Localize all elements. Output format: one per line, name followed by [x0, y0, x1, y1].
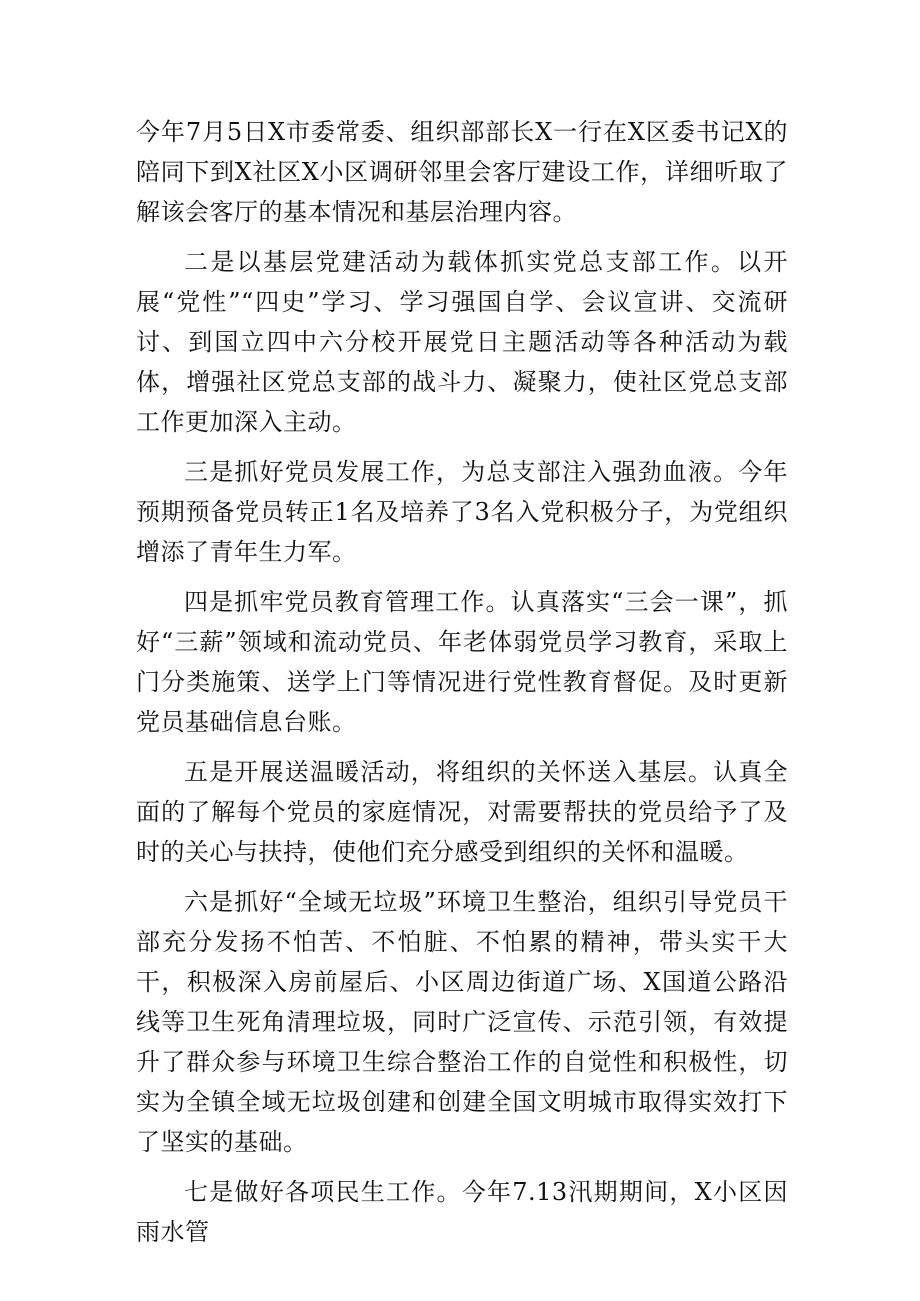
document-body	[136, 112, 788, 1262]
paragraph-point-5: 五是开展送温暖活动，将组织的关怀送入基层。认真全面的了解每个党员的家庭情况，对需要帮扶的党员给予了及时的关心与扶持，使他们充分感受到组织的关怀和温暖。	[136, 758, 788, 866]
paragraph-point-2: 二是以基层党建活动为载体抓实党总支部工作。以开展“党性”“四史”学习、学习强国自学、会议宣讲、交流研讨、到国立四中六分校开展党日主题活动等各种活动为载体，增强社区党总支部的战斗力、凝聚力，使社区党总支部工作更加深入主动。	[136, 248, 788, 436]
paragraph-intro: 今年7月5日X市委常委、组织部部长X一行在X区委书记X的陪同下到X社区X小区调研邻里会客厅建设工作，详细听取了解该会客厅的基本情况和基层治理内容。	[136, 118, 788, 226]
paragraph-point-6: 六是抓好“全域无垃圾”环境卫生整治，组织引导党员干部充分发扬不怕苦、不怕脏、不怕累的精神，带头实干大干，积极深入房前屋后、小区周边街道广场、X国道公路沿线等卫生死角清理垃圾，同时广泛宣传、示范引领，有效提升了群众参与环境卫生综合整治工作的自觉性和积极性，切实为全镇全域无垃圾创建和创建全国文明城市取得实效打下了坚实的基础。	[136, 888, 788, 1156]
paragraph-point-7: 七是做好各项民生工作。今年7.13汛期期间，X小区因雨水管	[136, 1178, 788, 1246]
paragraph-point-4: 四是抓牢党员教育管理工作。认真落实“三会一课”，抓好“三薪”领域和流动党员、年老体弱党员学习教育，采取上门分类施策、送学上门等情况进行党性教育督促。及时更新党员基础信息台账。	[136, 588, 788, 736]
paragraph-point-3: 三是抓好党员发展工作，为总支部注入强劲血液。今年预期预备党员转正1名及培养了3名入党积极分子，为党组织增添了青年生力军。	[136, 458, 788, 566]
